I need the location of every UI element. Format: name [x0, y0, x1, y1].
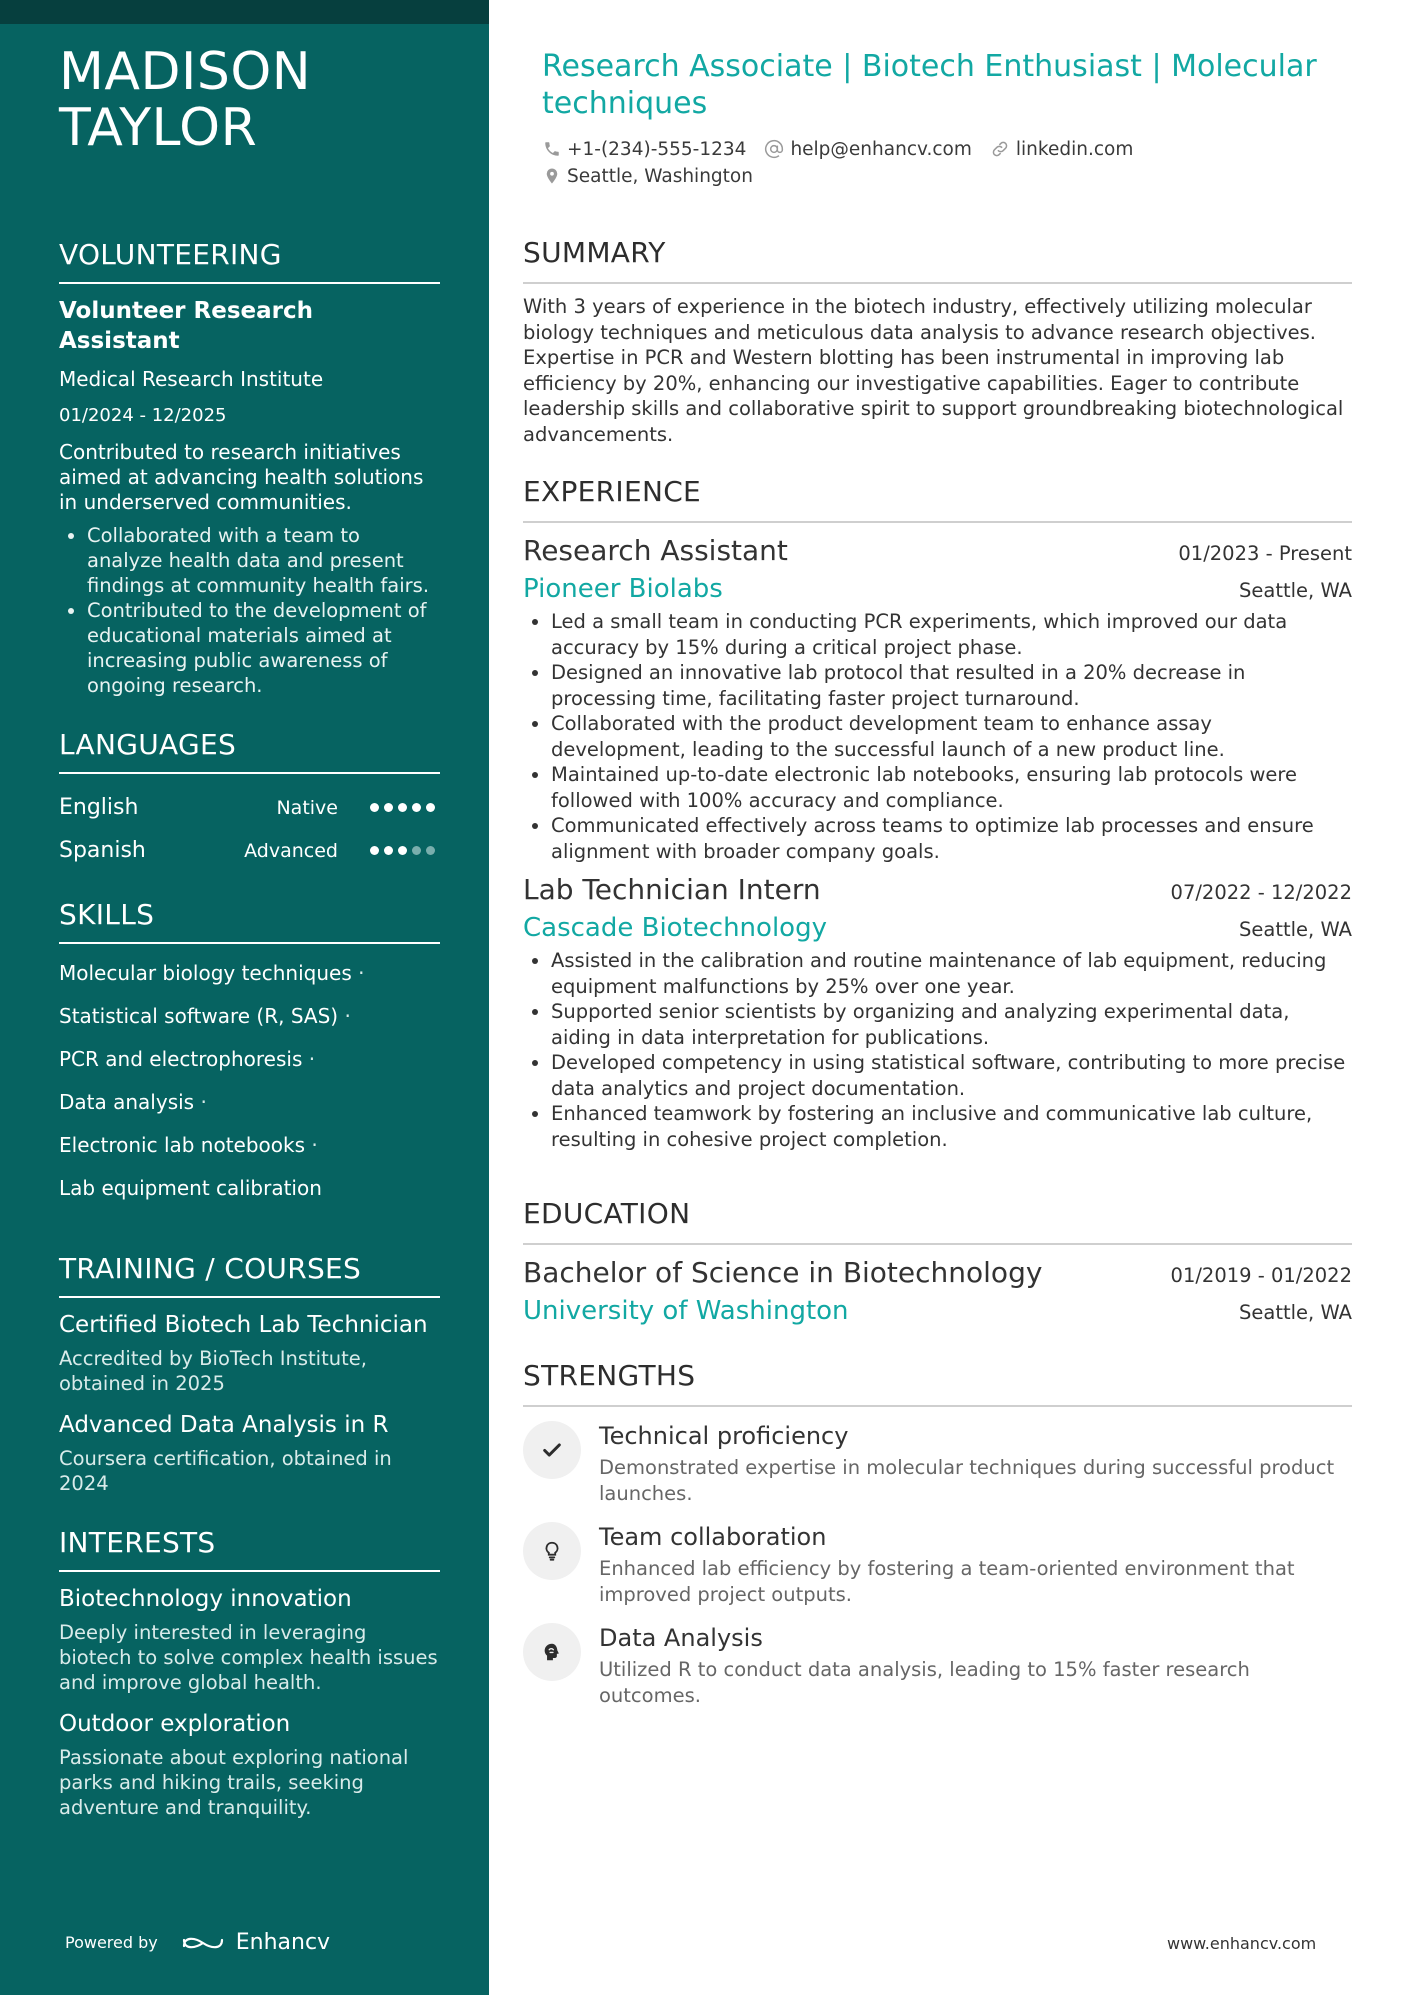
rating-dot-filled — [370, 846, 379, 855]
rating-dot-filled — [384, 846, 393, 855]
strength-title: Team collaboration — [599, 1523, 827, 1551]
language-name: English — [59, 795, 139, 820]
strength-title: Technical proficiency — [599, 1422, 849, 1450]
job-bullets — [523, 609, 1352, 864]
phone-icon — [543, 140, 561, 158]
volunteering-section — [59, 238, 440, 698]
skill-item — [59, 1171, 440, 1214]
rating-dot-filled — [398, 803, 407, 812]
job-bullet: • Developed competency in using statistical software, contributing to more precise data analytics and project documentation. — [551, 1050, 1352, 1101]
rating-dot-empty — [412, 846, 421, 855]
language-rating — [370, 846, 440, 855]
checkmark-icon — [541, 1439, 563, 1461]
education-section — [523, 1197, 1352, 1327]
volunteering-heading: VOLUNTEERING — [59, 238, 440, 284]
sidebar — [0, 0, 489, 1995]
job-bullet: • Collaborated with the product development team to enhance assay development, leading to the successful launch of a new product line. — [551, 711, 1352, 762]
course-title: Advanced Data Analysis in R — [59, 1412, 389, 1438]
job-bullet: • Maintained up-to-date electronic lab notebooks, ensuring lab protocols were followed with 100% accuracy and compliance. — [551, 762, 1352, 813]
volunteer-description: Contributed to research initiatives aimed at advancing health solutions in underserved communities. — [59, 440, 424, 514]
strength-body — [599, 1623, 1352, 1708]
linkedin-url: linkedin.com — [1015, 138, 1134, 160]
contact-row — [543, 163, 1343, 189]
languages-section — [59, 728, 440, 872]
lightbulb-icon — [541, 1540, 563, 1562]
interest-description: Passionate about exploring national parks and hiking trails, seeking adventure and tranquility. — [59, 1746, 409, 1819]
interest-title: Outdoor exploration — [59, 1711, 291, 1737]
job-company: Pioneer Biolabs — [523, 574, 723, 604]
volunteer-bullets — [59, 523, 440, 698]
rating-dot-filled — [426, 803, 435, 812]
course-description: Accredited by BioTech Institute, obtained in 2025 — [59, 1347, 367, 1395]
skill-label: Electronic lab notebooks — [59, 1133, 306, 1157]
interests-section — [59, 1526, 440, 1820]
skill-item — [59, 956, 440, 999]
strength-body — [599, 1522, 1352, 1607]
enhancv-brand[interactable] — [180, 1930, 330, 1955]
footer-url[interactable]: www.enhancv.com — [1167, 1934, 1317, 1953]
volunteer-dates: 01/2024 - 12/2025 — [59, 405, 227, 426]
volunteer-bullet: • Contributed to the development of educational materials aimed at increasing public awareness of ongoing research. — [87, 598, 440, 698]
email-contact[interactable] — [764, 139, 971, 160]
strength-item — [523, 1623, 1352, 1708]
rating-dot-filled — [398, 846, 407, 855]
summary-section — [523, 236, 1352, 447]
skill-separator: · — [308, 1047, 316, 1071]
brain-icon — [541, 1641, 563, 1663]
at-sign-icon — [764, 139, 784, 159]
candidate-name: MADISON TAYLOR — [59, 42, 312, 158]
job-bullet: • Communicated effectively across teams to optimize lab processes and ensure alignment with broader company goals. — [551, 813, 1352, 864]
strength-item — [523, 1421, 1352, 1506]
strength-description: Utilized R to conduct data analysis, leading to 15% faster research outcomes. — [599, 1658, 1250, 1707]
summary-text: With 3 years of experience in the biotech industry, effectively utilizing molecular biology techniques and meticulous data analysis to advance research objectives. Expertise in PCR and Western blotting has been instrumental in improving lab efficiency by 20%, enhancing our investigative capabilities. Eager to contribute leadership skills and collaborative spirit to support groundbreaking biotechnological advancements. — [523, 295, 1344, 446]
location-contact — [543, 166, 753, 187]
phone-number: +1-(234)-555-1234 — [567, 138, 747, 160]
training-section — [59, 1252, 440, 1496]
summary-heading: SUMMARY — [523, 236, 1352, 284]
job-bullet: • Assisted in the calibration and routine maintenance of lab equipment, reducing equipment malfunctions by 25% over one year. — [551, 948, 1352, 999]
job-location: Seattle, WA — [1239, 579, 1352, 602]
skill-separator: · — [200, 1090, 207, 1114]
strength-description: Demonstrated expertise in molecular techniques during successful product launches. — [599, 1456, 1335, 1505]
rating-dot-filled — [412, 803, 421, 812]
linkedin-contact[interactable] — [990, 139, 1133, 160]
skills-section — [59, 898, 440, 1214]
location-text: Seattle, Washington — [567, 165, 753, 187]
skill-label: Molecular biology techniques — [59, 961, 352, 985]
powered-by-label: Powered by — [65, 1933, 158, 1952]
interest-description: Deeply interested in leveraging biotech to solve complex health issues and improve global health. — [59, 1621, 438, 1694]
skill-label: Lab equipment calibration — [59, 1176, 322, 1200]
job-dates: 07/2022 - 12/2022 — [1170, 881, 1352, 904]
job-subheader — [523, 573, 1352, 605]
language-rating — [370, 803, 440, 812]
strength-icon-badge — [523, 1421, 581, 1479]
skill-item — [59, 1085, 440, 1128]
strength-item — [523, 1522, 1352, 1607]
skill-separator: · — [344, 1004, 351, 1028]
headline: Research Associate | Biotech Enthusiast | Molecular techniques — [542, 49, 1317, 121]
degree-title: Bachelor of Science in Biotechnology — [523, 1256, 1043, 1289]
job-bullet: • Led a small team in conducting PCR experiments, which improved our data accuracy by 15% during a critical project phase. — [551, 609, 1352, 660]
rating-dot-filled — [384, 803, 393, 812]
language-row — [59, 829, 440, 872]
rating-dot-empty — [426, 846, 435, 855]
job-entry — [523, 872, 1352, 1152]
job-company: Cascade Biotechnology — [523, 913, 827, 943]
strengths-section — [523, 1359, 1352, 1708]
strength-title: Data Analysis — [599, 1624, 763, 1652]
location-pin-icon — [543, 166, 561, 186]
job-bullets — [523, 948, 1352, 1152]
experience-heading: EXPERIENCE — [523, 475, 1352, 523]
skill-separator: · — [311, 1133, 318, 1157]
rating-dot-filled — [370, 803, 379, 812]
link-icon — [990, 139, 1010, 159]
skill-item — [59, 1128, 440, 1171]
job-title: Lab Technician Intern — [523, 873, 821, 906]
education-dates: 01/2019 - 01/2022 — [1170, 1264, 1352, 1287]
job-bullet: • Designed an innovative lab protocol that resulted in a 20% decrease in processing time, facilitating faster project turnaround. — [551, 660, 1352, 711]
strength-icon-badge — [523, 1623, 581, 1681]
school-location: Seattle, WA — [1239, 1301, 1352, 1324]
training-heading: TRAINING / COURSES — [59, 1252, 440, 1298]
strengths-heading: STRENGTHS — [523, 1359, 1352, 1407]
interests-heading: INTERESTS — [59, 1526, 440, 1572]
powered-by — [65, 1930, 330, 1955]
language-level: Advanced — [244, 839, 338, 862]
skills-heading: SKILLS — [59, 898, 440, 944]
job-location: Seattle, WA — [1239, 918, 1352, 941]
education-entry — [523, 1255, 1352, 1327]
volunteer-organization: Medical Research Institute — [59, 367, 324, 391]
volunteer-role: Volunteer Research Assistant — [59, 298, 313, 354]
strength-description: Enhanced lab efficiency by fostering a team-oriented environment that improved project outputs. — [599, 1557, 1295, 1606]
interest-title: Biotechnology innovation — [59, 1586, 352, 1612]
job-dates: 01/2023 - Present — [1178, 542, 1352, 565]
education-heading: EDUCATION — [523, 1197, 1352, 1245]
job-subheader — [523, 912, 1352, 944]
skill-item — [59, 999, 440, 1042]
language-level: Native — [276, 796, 338, 819]
skill-separator: · — [358, 961, 365, 985]
education-subheader — [523, 1295, 1352, 1327]
enhancv-logo-icon — [180, 1932, 226, 1954]
sidebar-content — [59, 44, 440, 1820]
sidebar-top-bar — [0, 0, 489, 24]
contact-info — [543, 136, 1343, 190]
strength-icon-badge — [523, 1522, 581, 1580]
email-address: help@enhancv.com — [790, 138, 972, 160]
strength-body — [599, 1421, 1352, 1506]
school-name: University of Washington — [523, 1296, 849, 1326]
languages-heading: LANGUAGES — [59, 728, 440, 774]
skill-label: PCR and electrophoresis — [59, 1047, 303, 1071]
skill-label: Data analysis — [59, 1090, 195, 1114]
language-row — [59, 786, 440, 829]
job-header — [523, 872, 1352, 908]
course-description: Coursera certification, obtained in 2024 — [59, 1447, 392, 1495]
course-title: Certified Biotech Lab Technician — [59, 1312, 428, 1338]
skill-label: Statistical software (R, SAS) — [59, 1004, 339, 1028]
job-bullet: • Supported senior scientists by organizing and analyzing experimental data, aiding in data interpretation for publications. — [551, 999, 1352, 1050]
skill-item — [59, 1042, 440, 1085]
language-name: Spanish — [59, 838, 146, 863]
education-header — [523, 1255, 1352, 1291]
job-entry — [523, 533, 1352, 864]
job-bullet: • Enhanced teamwork by fostering an inclusive and communicative lab culture, resulting in cohesive project completion. — [551, 1101, 1352, 1152]
experience-section — [523, 475, 1352, 1152]
job-header — [523, 533, 1352, 569]
volunteer-bullet: • Collaborated with a team to analyze health data and present findings at community health fairs. — [87, 523, 440, 598]
job-title: Research Assistant — [523, 534, 788, 567]
enhancv-brand-name: Enhancv — [235, 1930, 331, 1955]
contact-row — [543, 136, 1343, 162]
phone-contact[interactable] — [543, 139, 746, 160]
